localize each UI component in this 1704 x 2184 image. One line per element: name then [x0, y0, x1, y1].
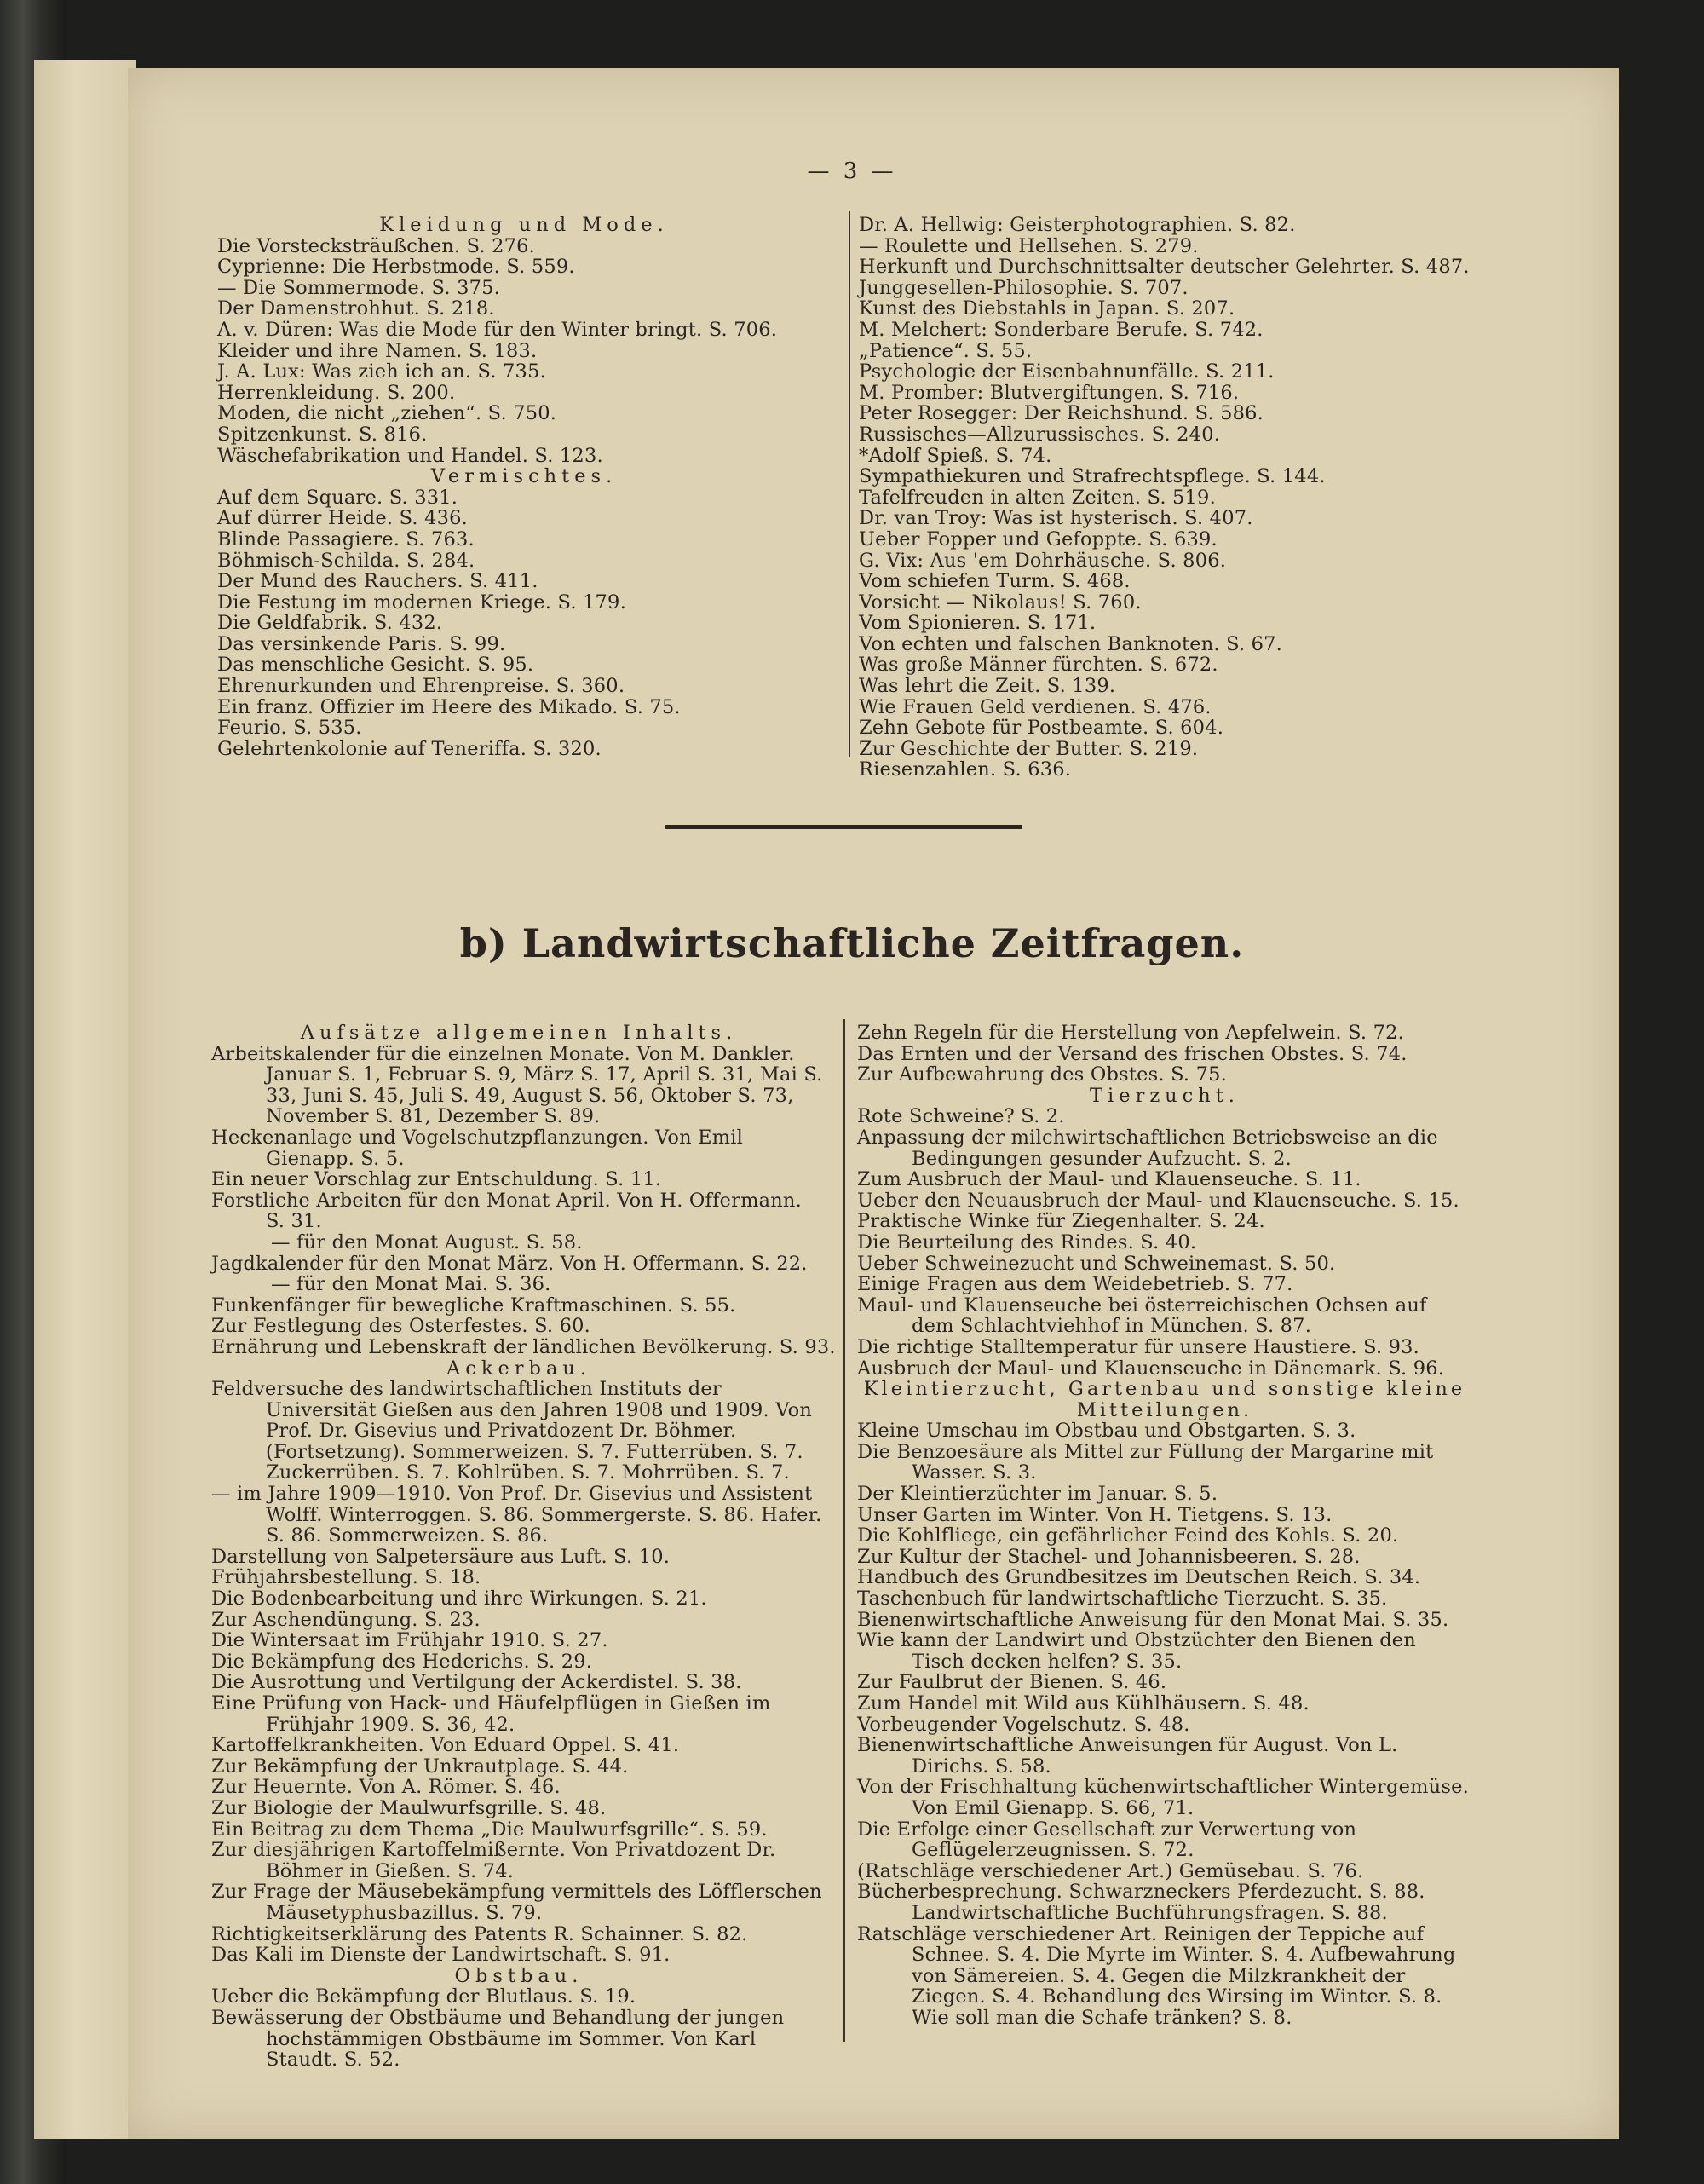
index-entry: Ein neuer Vorschlag zur Entschuldung. S. 11.: [211, 1168, 662, 1191]
page-number: — 3 —: [807, 158, 897, 184]
index-entry: Maul- und Klauenseuche bei österreichischen Ochsen auf dem Schlachtviehhof in München. S. 87.: [857, 1294, 1427, 1338]
index-entry: Bienenwirtschaftliche Anweisungen für August. Von L. Dirichs. S. 58.: [857, 1734, 1398, 1778]
index-entry: Bienenwirtschaftliche Anweisung für den Monat Mai. S. 35.: [857, 1608, 1449, 1631]
top-right-column: [859, 215, 1485, 781]
index-entry: Der Kleintierzüchter im Januar. S. 5.: [857, 1483, 1218, 1506]
index-entry: Ueber Fopper und Gefoppte. S. 639.: [859, 527, 1218, 550]
index-entry: Heckenanlage und Vogelschutzpflanzungen. Von Emil Gienapp. S. 5.: [211, 1126, 744, 1170]
index-entry: Eine Prüfung von Hack- und Häufelpflügen in Gießen im Frühjahr 1909. S. 36, 42.: [211, 1692, 771, 1736]
index-entry: Der Damenstrohhut. S. 218.: [217, 297, 495, 320]
index-entry: Peter Rosegger: Der Reichshund. S. 586.: [859, 402, 1264, 425]
index-entry: Zur Biologie der Maulwurfsgrille. S. 48.: [211, 1796, 607, 1819]
index-entry: Von echten und falschen Banknoten. S. 67.: [859, 632, 1283, 655]
index-entry: Russisches—Allzurussisches. S. 240.: [859, 423, 1221, 446]
index-entry: Kartoffelkrankheiten. Von Eduard Oppel. S. 41.: [211, 1734, 680, 1757]
index-entry: Zehn Regeln für die Herstellung von Aepfelwein. S. 72.: [857, 1022, 1404, 1044]
index-entry: Kleine Umschau im Obstbau und Obstgarten. S. 3.: [857, 1420, 1356, 1443]
index-entry: Forstliche Arbeiten für den Monat April. Von H. Offermann. S. 31.: [211, 1189, 802, 1233]
index-entry: Der Mund des Rauchers. S. 411.: [217, 570, 538, 593]
index-entry: Zur Kultur der Stachel- und Johannisbeeren. S. 28.: [857, 1545, 1361, 1568]
index-entry: Frühjahrsbestellung. S. 18.: [211, 1566, 481, 1589]
index-entry: Die Beurteilung des Rindes. S. 40.: [857, 1230, 1197, 1253]
index-entry: Wie kann der Landwirt und Obstzüchter den Bienen den Tisch decken helfen? S. 35.: [857, 1629, 1417, 1673]
index-entry: Ueber Schweinezucht und Schweinemast. S. 50.: [857, 1252, 1336, 1275]
index-entry: Tafelfreuden in alten Zeiten. S. 519.: [859, 486, 1216, 509]
index-entry: Die Wintersaat im Frühjahr 1910. S. 27.: [211, 1629, 608, 1652]
index-entry: Vorsicht — Nikolaus! S. 760.: [859, 591, 1142, 614]
index-entry: Ueber die Bekämpfung der Blutlaus. S. 19.: [211, 1985, 636, 2008]
index-entry: Ernährung und Lebenskraft der ländlichen Bevölkerung. S. 93.: [211, 1335, 836, 1358]
index-entry: Das versinkende Paris. S. 99.: [217, 632, 506, 655]
index-entry: Rote Schweine? S. 2.: [857, 1105, 1065, 1128]
index-entry: Dr. A. Hellwig: Geisterphotographien. S. 82.: [859, 214, 1296, 236]
index-entry: Von der Frischhaltung küchenwirtschaftlicher Wintergemüse. Von Emil Gienapp. S. 66, 71.: [857, 1776, 1469, 1819]
section-heading: Vermischtes.: [430, 465, 618, 488]
index-entry: Die richtige Stalltemperatur für unsere Haustiere. S. 93.: [857, 1335, 1420, 1358]
index-entry: Cyprienne: Die Herbstmode. S. 559.: [217, 256, 575, 279]
index-entry: Herkunft und Durchschnittsalter deutscher Gelehrter. S. 487.: [859, 256, 1470, 279]
index-entry: Arbeitskalender für die einzelnen Monate. Von M. Dankler. Januar S. 1, Februar S. 9, März S. 17, April S. 31, Mai S. 33, Juni S. 45, Juli S. 49, August S. 56, Oktober S. 73, November S. 81, Dezember S. 89.: [211, 1042, 823, 1128]
index-entry: A. v. Düren: Was die Mode für den Winter bringt. S. 706.: [217, 318, 778, 341]
index-entry: Böhmisch-Schilda. S. 284.: [217, 549, 475, 572]
index-entry: Zur Faulbrut der Bienen. S. 46.: [857, 1671, 1167, 1694]
bottom-right-column: [857, 1023, 1472, 2029]
index-entry: Ratschläge verschiedener Art. Reinigen der Teppiche auf Schnee. S. 4. Die Myrte im Winter. S. 4. Aufbewahrung von Sämereien. S. 4. Gegen die Milzkrankheit der Ziegen. S. 4. Behandlung des Wirsing im Winter. S. 8. Wie soll man die Schafe tränken? S. 8.: [857, 1922, 1456, 2029]
index-entry: Zum Handel mit Wild aus Kühlhäusern. S. 48.: [857, 1692, 1310, 1714]
index-entry: Die Benzoesäure als Mittel zur Füllung der Margarine mit Wasser. S. 3.: [857, 1440, 1434, 1484]
index-entry: Zur Frage der Mäusebekämpfung vermittels des Löfflerschen Mäusetyphusbazillus. S. 79.: [211, 1881, 822, 1924]
index-entry: G. Vix: Aus 'em Dohrhäusche. S. 806.: [859, 549, 1227, 572]
index-entry: Die Geldfabrik. S. 432.: [217, 612, 443, 635]
index-entry: Die Erfolge einer Gesellschaft zur Verwertung von Geflügelerzeugnissen. S. 72.: [857, 1818, 1357, 1862]
index-entry: Zur Geschichte der Butter. S. 219.: [859, 737, 1199, 760]
index-entry: Richtigkeitserklärung des Patents R. Schainner. S. 82.: [211, 1922, 748, 1945]
index-entry: Herrenkleidung. S. 200.: [217, 381, 456, 404]
index-entry: Jagdkalender für den Monat März. Von H. Offermann. S. 22.: [211, 1252, 808, 1275]
index-entry: Zur Heuernte. Von A. Römer. S. 46.: [211, 1776, 561, 1799]
index-entry: M. Promber: Blutvergiftungen. S. 716.: [859, 381, 1240, 404]
index-entry: Was lehrt die Zeit. S. 139.: [859, 675, 1116, 698]
index-entry: Gelehrtenkolonie auf Teneriffa. S. 320.: [217, 737, 602, 760]
bottom-column-divider: [843, 1019, 845, 2042]
index-entry: Funkenfänger für bewegliche Kraftmaschinen. S. 55.: [211, 1294, 736, 1317]
index-entry: Ausbruch der Maul- und Klauenseuche in Dänemark. S. 96.: [857, 1357, 1445, 1380]
index-entry: Ehrenurkunden und Ehrenpreise. S. 360.: [217, 675, 625, 698]
index-entry: Dr. van Troy: Was ist hysterisch. S. 407.: [859, 507, 1253, 530]
index-entry: Feurio. S. 535.: [217, 717, 362, 740]
index-entry: Handbuch des Grundbesitzes im Deutschen Reich. S. 34.: [857, 1566, 1421, 1589]
index-entry: Vorbeugender Vogelschutz. S. 48.: [857, 1713, 1190, 1736]
index-entry: Das Ernten und der Versand des frischen Obstes. S. 74.: [857, 1042, 1408, 1065]
index-entry: Wie Frauen Geld verdienen. S. 476.: [859, 695, 1212, 718]
index-entry: Die Kohlfliege, ein gefährlicher Feind des Kohls. S. 20.: [857, 1524, 1399, 1547]
index-entry: M. Melchert: Sonderbare Berufe. S. 742.: [859, 318, 1264, 341]
index-entry: „Patience“. S. 55.: [859, 339, 1033, 362]
index-entry: Zur Bekämpfung der Unkrautplage. S. 44.: [211, 1755, 629, 1778]
section-heading: Tierzucht.: [1090, 1084, 1240, 1107]
index-entry: *Adolf Spieß. S. 74.: [859, 444, 1052, 467]
index-entry: Blinde Passagiere. S. 763.: [217, 527, 475, 550]
index-entry: Spitzenkunst. S. 816.: [217, 423, 428, 446]
index-entry: Darstellung von Salpetersäure aus Luft. S. 10.: [211, 1545, 671, 1568]
index-entry: Praktische Winke für Ziegenhalter. S. 24.: [857, 1210, 1265, 1233]
index-entry: Zur diesjährigen Kartoffelmißernte. Von Privatdozent Dr. Böhmer in Gießen. S. 74.: [211, 1839, 776, 1882]
index-entry: Zur Aschendüngung. S. 23.: [211, 1608, 481, 1631]
index-entry: Feldversuche des landwirtschaftlichen Instituts der Universität Gießen aus den Jahren 1908 und 1909. Von Prof. Dr. Gisevius und Privatdozent Dr. Böhmer. (Fortsetzung). Sommerweizen. S. 7. Futterrüben. S. 7. Zuckerrüben. S. 7. Kohlrüben. S. 7. Mohrrüben. S. 7.: [211, 1378, 813, 1484]
index-entry: — für den Monat August. S. 58.: [271, 1230, 583, 1253]
index-entry: Bücherbesprechung. Schwarzneckers Pferdezucht. S. 88. Landwirtschaftliche Buchführungsfragen. S. 88.: [857, 1881, 1425, 1924]
index-entry: Ein Beitrag zu dem Thema „Die Maulwurfsgrille“. S. 59.: [211, 1818, 768, 1841]
index-entry: Vom schiefen Turm. S. 468.: [859, 570, 1131, 593]
index-entry: Auf dem Square. S. 331.: [217, 486, 458, 509]
section-rule: [665, 825, 1022, 829]
index-entry: Was große Männer fürchten. S. 672.: [859, 654, 1218, 677]
index-entry: Vom Spionieren. S. 171.: [859, 612, 1097, 635]
index-entry: Die Vorstecksträußchen. S. 276.: [217, 234, 536, 257]
index-entry: Ein franz. Offizier im Heere des Mikado. S. 75.: [217, 695, 681, 718]
bottom-left-column: [211, 1022, 836, 2072]
index-entry: J. A. Lux: Was zieh ich an. S. 735.: [217, 360, 546, 383]
index-entry: Junggesellen-Philosophie. S. 707.: [859, 276, 1189, 299]
index-entry: Die Bekämpfung des Hederichs. S. 29.: [211, 1650, 593, 1673]
top-left-column: [217, 215, 831, 759]
index-entry: Das Kali im Dienste der Landwirtschaft. S. 91.: [211, 1944, 671, 1967]
section-heading: Obstbau.: [454, 1964, 584, 1987]
index-entry: — Roulette und Hellsehen. S. 279.: [859, 234, 1199, 257]
index-entry: Kleider und ihre Namen. S. 183.: [217, 339, 538, 362]
index-entry: Auf dürrer Heide. S. 436.: [217, 507, 469, 530]
index-entry: Anpassung der milchwirtschaftlichen Betriebsweise an die Bedingungen gesunder Aufzucht. S. 2.: [857, 1126, 1438, 1170]
index-entry: Zur Aufbewahrung des Obstes. S. 75.: [857, 1063, 1227, 1086]
section-heading: Kleintierzucht, Gartenbau und sonstige kleine Mitteilungen.: [863, 1378, 1466, 1421]
index-entry: Ueber den Neuausbruch der Maul- und Klauenseuche. S. 15.: [857, 1189, 1459, 1212]
section-heading: Ackerbau.: [446, 1357, 591, 1380]
index-entry: Unser Garten im Winter. Von H. Tietgens. S. 13.: [857, 1503, 1333, 1526]
index-entry: Die Festung im modernen Kriege. S. 179.: [217, 591, 626, 614]
top-column-divider: [849, 211, 850, 757]
index-entry: — Die Sommermode. S. 375.: [217, 276, 500, 299]
index-entry: Bewässerung der Obstbäume und Behandlung der jungen hochstämmigen Obstbäume im Sommer. Von Karl Staudt. S. 52.: [211, 2006, 785, 2072]
index-entry: (Ratschläge verschiedener Art.) Gemüsebau. S. 76.: [857, 1859, 1364, 1882]
index-entry: Zur Festlegung des Osterfestes. S. 60.: [211, 1315, 590, 1338]
index-entry: Moden, die nicht „ziehen“. S. 750.: [217, 402, 557, 425]
index-entry: Einige Fragen aus dem Weidebetrieb. S. 77.: [857, 1273, 1293, 1296]
section-heading: Kleidung und Mode.: [379, 214, 669, 236]
index-entry: Sympathiekuren und Strafrechtspflege. S. 144.: [859, 465, 1326, 488]
index-entry: Zehn Gebote für Postbeamte. S. 604.: [859, 717, 1224, 740]
index-entry: Psychologie der Eisenbahnunfälle. S. 211.: [859, 360, 1275, 383]
section-heading: Aufsätze allgemeinen Inhalts.: [300, 1022, 738, 1044]
index-entry: — für den Monat Mai. S. 36.: [271, 1273, 551, 1296]
index-entry: Das menschliche Gesicht. S. 95.: [217, 654, 534, 677]
index-entry: Die Bodenbearbeitung und ihre Wirkungen. S. 21.: [211, 1588, 707, 1611]
index-entry: Taschenbuch für landwirtschaftliche Tierzucht. S. 35.: [857, 1588, 1388, 1611]
index-entry: Die Ausrottung und Vertilgung der Ackerdistel. S. 38.: [211, 1671, 742, 1694]
index-entry: Riesenzahlen. S. 636.: [859, 758, 1072, 781]
index-entry: Kunst des Diebstahls in Japan. S. 207.: [859, 297, 1235, 320]
section-title: b) Landwirtschaftliche Zeitfragen.: [459, 920, 1245, 966]
index-entry: Wäschefabrikation und Handel. S. 123.: [217, 444, 603, 467]
flyleaf-edge: [34, 60, 136, 2139]
index-entry: Zum Ausbruch der Maul- und Klauenseuche. S. 11.: [857, 1168, 1361, 1191]
index-entry: — im Jahre 1909—1910. Von Prof. Dr. Gisevius und Assistent Wolff. Winterroggen. S. 86. Sommergerste. S. 86. Hafer. S. 86. Sommerweizen. S. 86.: [211, 1483, 822, 1547]
